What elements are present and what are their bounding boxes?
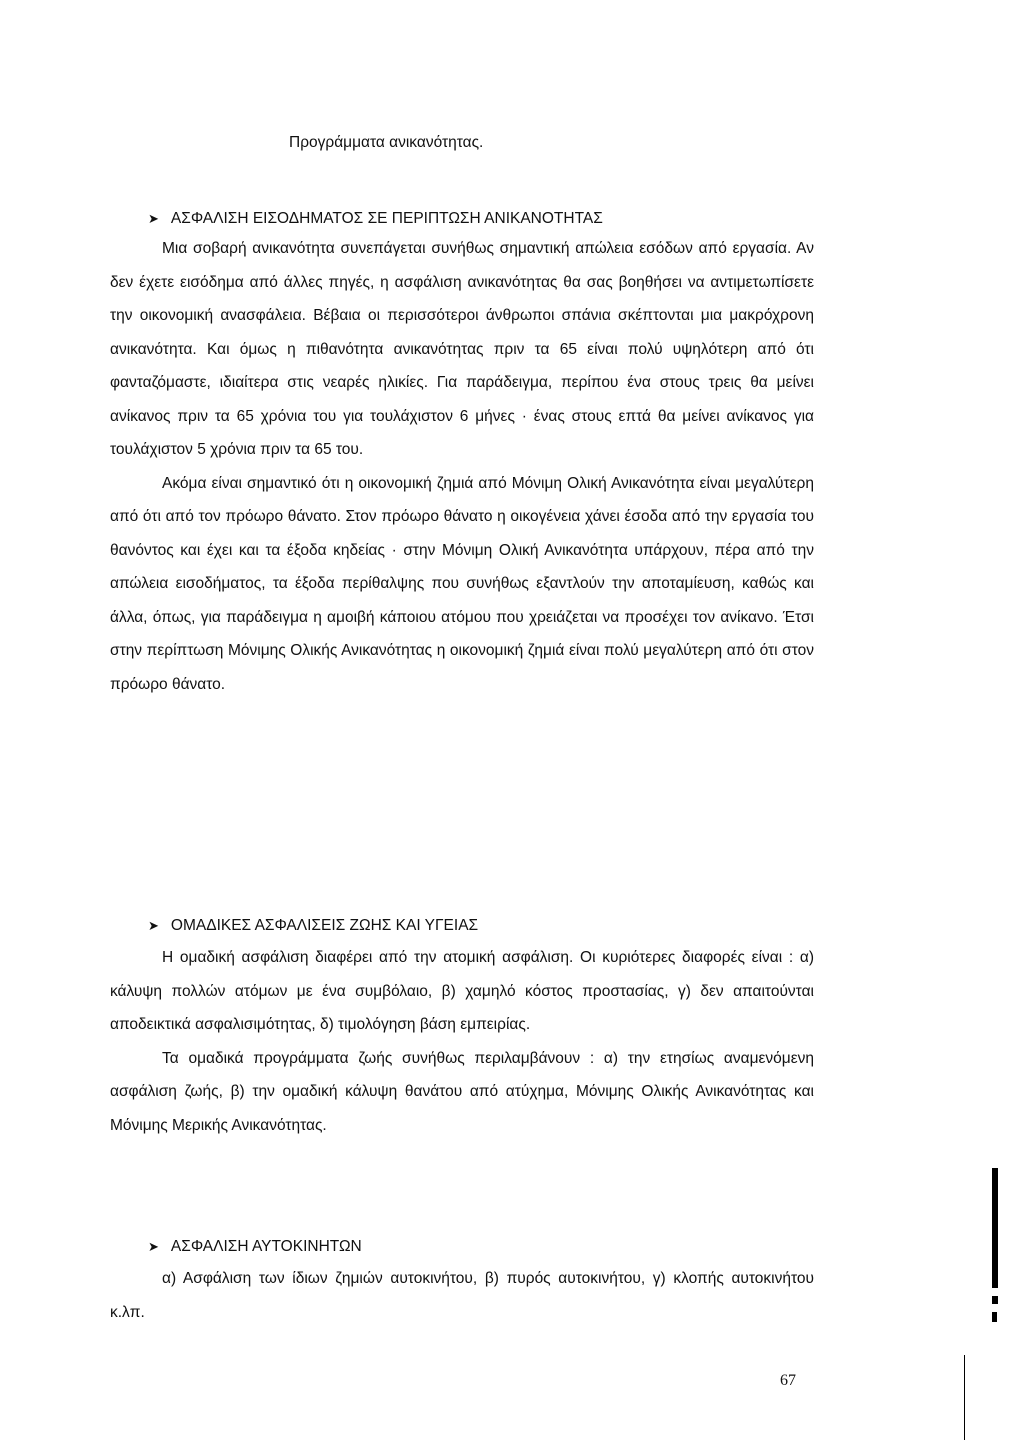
- arrowhead-bullet-icon: ➤: [148, 918, 159, 933]
- section-body-group-insurance: [110, 941, 814, 1142]
- scan-edge-mark: [992, 1312, 997, 1322]
- paragraph: α) Ασφάλιση των ίδιων ζημιών αυτοκινήτου, β) πυρός αυτοκινήτου, γ) κλοπής αυτοκινήτου κ.λπ.: [110, 1270, 814, 1321]
- paragraph: Η ομαδική ασφάλιση διαφέρει από την ατομική ασφάλιση. Οι κυριότερες διαφορές είναι : α) κάλυψη πολλών ατόμων με ένα συμβόλαιο, β) χαμηλό κόστος προστασίας, γ) δεν απαιτούνται αποδεικτικά ασφαλισιμότητας, δ) τιμολόγηση βάση εμπειρίας.: [110, 949, 814, 1033]
- paragraph: Ακόμα είναι σημαντικό ότι η οικονομική ζημιά από Μόνιμη Ολική Ανικανότητα είναι μεγαλύτερη από ότι από τον πρόωρο θάνατο. Στον πρόωρο θάνατο η οικογένεια χάνει έσοδα από την εργασία του θανόντος και έχει και τα έξοδα κηδείας · στην Μόνιμη Ολική Ανικανότητα υπάρχουν, πέρα από την απώλεια εισοδήματος, τα έξοδα περίθαλψης που συνήθως εξαντλούν την αποταμίευση, καθώς και άλλα, όπως, για παράδειγμα η αμοιβή κάποιου ατόμου που χρειάζεται να προσέχει τον ανίκανο. Έτσι στην περίπτωση Μόνιμης Ολικής Ανικανότητας η οικονομική ζημιά είναι πολύ μεγαλύτερη από ότι στον πρόωρο θάνατο.: [110, 474, 814, 693]
- section-heading-group-insurance: [148, 914, 478, 938]
- section-body-income-insurance: [110, 232, 814, 701]
- scan-edge-mark: [992, 1168, 998, 1288]
- section-heading-income-insurance: [148, 207, 603, 231]
- scan-edge-mark: [992, 1296, 998, 1304]
- paragraph: Τα ομαδικά προγράμματα ζωής συνήθως περιλαμβάνουν : α) την ετησίως αναμενόμενη ασφάλιση ζωής, β) την ομαδική κάλυψη θανάτου από ατύχημα, Μόνιμης Ολικής Ανικανότητας και Μόνιμης Μερικής Ανικανότητας.: [110, 1049, 814, 1134]
- section-heading-text: ΟΜΑΔΙΚΕΣ ΑΣΦΑΛΙΣΕΙΣ ΖΩΗΣ ΚΑΙ ΥΓΕΙΑΣ: [170, 917, 479, 934]
- section-heading-text: ΑΣΦΑΛΙΣΗ ΕΙΣΟΔΗΜΑΤΟΣ ΣΕ ΠΕΡΙΠΤΩΣΗ ΑΝΙΚΑΝΟΤΗΤΑΣ: [170, 210, 603, 227]
- section-heading-car-insurance: [148, 1235, 362, 1259]
- page-number: 67: [780, 1372, 796, 1389]
- scan-edge-line: [964, 1355, 965, 1440]
- arrowhead-bullet-icon: ➤: [148, 1239, 159, 1254]
- section-heading-text: ΑΣΦΑΛΙΣΗ ΑΥΤΟΚΙΝΗΤΩΝ: [170, 1238, 362, 1255]
- paragraph: Μια σοβαρή ανικανότητα συνεπάγεται συνήθως σημαντική απώλεια εσόδων από εργασία. Αν δεν έχετε εισόδημα από άλλες πηγές, η ασφάλιση ανικανότητας θα σας βοηθήσει να αντιμετωπίσετε την οικονομική ανασφάλεια. Βέβαια οι περισσότεροι άνθρωποι σπάνια σκέπτονται μια μακρόχρονη ανικανότητα. Και όμως η πιθανότητα ανικανότητας πριν τα 65 είναι πολύ υψηλότερη από ότι φανταζόμαστε, ιδιαίτερα στις νεαρές ηλικίες. Για παράδειγμα, περίπου ένα στους τρεις θα μείνει ανίκανος πριν τα 65 χρόνια του για τουλάχιστον 6 μήνες · ένας στους επτά θα μείνει ανίκανος για τουλάχιστον 5 χρόνια πριν τα 65 του.: [110, 240, 814, 458]
- arrowhead-bullet-icon: ➤: [148, 211, 159, 226]
- section-body-car-insurance: [110, 1262, 814, 1329]
- intro-line: Προγράμματα ανικανότητας.: [289, 134, 484, 151]
